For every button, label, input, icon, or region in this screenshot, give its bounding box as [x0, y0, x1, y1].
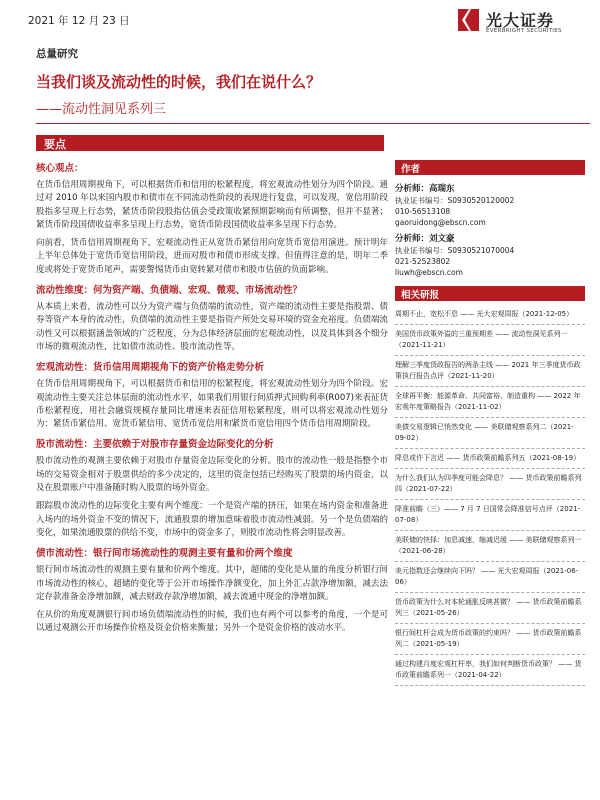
sidebar: [395, 160, 585, 686]
authors-header: [395, 160, 585, 175]
author-name: 分析师：刘文豪: [395, 234, 455, 244]
author-phone: 010-56513108: [395, 207, 451, 216]
paragraph: 银行间市场流动性的观测主要有量和价两个维度。其中，超储的变化是从量的角度分析银行间市场流动性的核心，超储的变化等于公开市场操作净额变化，加上外汇占款净增加额，减去法定存款准备金净增加额，减去财政存款净增加额，减去流通中现金的净增加额。: [36, 565, 388, 602]
authors-label: 作者: [401, 164, 421, 175]
report-category: 总量研究: [36, 48, 78, 60]
report-title: 当我们谈及流动性的时候，我们在说什么？: [36, 73, 322, 91]
company-logo: [455, 6, 595, 40]
related-report-item[interactable]: 降准前瞻（三）—— 7 月 7 日国常会降准信号点评（2021-07-08）: [395, 500, 585, 531]
related-reports-header: [395, 286, 585, 301]
logo-text: 光大证券: [486, 11, 555, 30]
related-report-item[interactable]: 美联储的快择：加息减速，缩减迟缓 —— 美联储观察系列一（2021-06-28）: [395, 531, 585, 562]
related-report-item[interactable]: 美国货币政策外溢的三重预期差 —— 流动性洞见系列一（2021-11-21）: [395, 325, 585, 356]
paragraph: 在货币信用周期视角下，可以根据货币和信用的松紧程度，将宏观流动性划分为四个阶段。通过对 2010 年以来国内股市和债市在不同流动性阶段的表现进行复盘，可以发现，宽信用阶段股指多呈现上行态势，紧货币阶段股指估值会受政策收紧预期影响而有所调整，但并不显著；紧货币阶段国债收益率多呈现上行态势，宽货币阶段国债收益率多呈现下行态势。: [36, 180, 388, 230]
author-phone: 021-52523802: [395, 257, 451, 266]
report-date: 2021 年 12 月 23 日: [28, 15, 130, 27]
paragraph: 向前看，货币信用周期视角下，宏观流动性正从宽货币紧信用向宽货币宽信用演进。预计明年上半年总体处于宽货币宽信用阶段，进而对股市和债市形成支撑。但值得注意的是，明年二季度或将处于宽货币尾声，需要警惕货币由宽转紧对债市和股市估值的负面影响。: [36, 238, 388, 275]
section-heading: 宏观流动性：货币信用周期视角下的资产价格走势分析: [36, 362, 265, 374]
related-reports-label: 相关研报: [401, 290, 440, 301]
section-heading: 债市流动性：银行间市场流动性的观测主要有量和价两个维度: [36, 548, 293, 560]
author-block: [395, 184, 585, 278]
core-view-heading: 核心观点：: [36, 163, 84, 174]
related-report-item[interactable]: 通过构建月度宏观杠杆率，我们如何判断货币政策？ —— 货币政策前瞻系列一（2021-04-22）: [395, 655, 585, 686]
related-report-item[interactable]: 货币政策为什么对本轮通胀反映甚微？ —— 货币政策前瞻系列三（2021-05-26）: [395, 593, 585, 624]
author-email[interactable]: gaoruidong@ebscn.com: [395, 218, 486, 227]
related-report-item[interactable]: 为什么我们认为四季度可能会降息？ —— 货币政策前瞻系列四（2021-07-22）: [395, 469, 585, 500]
related-reports-list: [395, 305, 585, 686]
paragraph: 在货币信用周期视角下，可以根据货币和信用的松紧程度，将宏观流动性划分为四个阶段。宏观流动性主要关注总体层面的流动性水平，如果我们用银行间质押式回购利率(R007)来表征货币松紧程度，用社会融资规模存量同比增速来表征信用松紧程度，则可以将宏观流动性划分为：紧货币紧信用、宽货币紧信用、宽货币宽信用和紧货币宽信用四个货币信用周期阶段。: [36, 379, 388, 430]
related-report-item[interactable]: 降息或许下言迟 —— 货币政策前瞻系列五（2021-08-19）: [395, 449, 585, 469]
author-name: 分析师：高瑞东: [395, 184, 455, 194]
author-cert: 执业证书编号：S0930520120002: [395, 196, 515, 205]
report-subtitle: ——流动性洞见系列三: [36, 102, 167, 117]
title-divider: [36, 123, 590, 124]
related-report-item[interactable]: 美元指数还会继续向下吗？ —— 光大宏观周报（2021-06-06）: [395, 562, 585, 593]
related-report-item[interactable]: 理解三季度货政报告的两条主线 —— 2021 年三季度货币政策执行报告点评（2021-11-20）: [395, 356, 585, 387]
main-content: [36, 160, 388, 641]
author-cert: 执业证书编号：S0930521070004: [395, 246, 515, 255]
author-email[interactable]: liuwh@ebscn.com: [395, 268, 463, 277]
related-report-item[interactable]: 全球再平衡：能源革命、共同富裕、制造重构 —— 2022 年宏观年度策略报告（2021-11-02）: [395, 387, 585, 418]
section-heading: 股市流动性：主要依赖于对股市存量资金边际变化的分析: [36, 439, 274, 451]
related-report-item[interactable]: 银行间杠杆会成为货币政策的约束吗？ —— 货币政策前瞻系列二（2021-05-19）: [395, 624, 585, 655]
paragraph: 从本质上来看，流动性可以分为资产端与负债端的流动性，资产端的流动性主要是指股票、债券等资产本身的流动性，负债端的流动性主要是指资产所处交易环境的资金充裕度。负债端流动性又可以根据涵盖领域的广泛程度，分为总体经济层面的宏观流动性，以及具体到各个细分市场的微观流动性，比如债市流动性、股市流动性等。: [36, 302, 388, 352]
paragraph: 跟踪股市流动性的边际变化主要有两个维度：一个是资产端的挤压，如果在场内资金和准备进入场内的场外资金不变的情况下，流通股票的增加意味着股市流动性减弱。另一个是负债端的变化，如果流通股票的供给不变，市场中的资金多了，则股市流动性将会明显改善。: [36, 501, 388, 538]
related-report-item[interactable]: 美债交易逻辑已悄然变化 —— 美联储观察系列二（2021-09-02）: [395, 418, 585, 449]
paragraph: 在从价的角度观测银行间市场负债端流动性的时候，我们也有两个可以参考的角度，一个是可以通过观测公开市场操作价格及资金价格来衡量；另外一个是资金价格的波动水平。: [36, 610, 388, 634]
section-heading: 流动性维度：何为资产端、负债端、宏观、微观、市场流动性？: [36, 285, 303, 297]
related-report-item[interactable]: 周期不止，宽松不息 —— 光大宏观周报（2021-12-05）: [395, 305, 585, 325]
paragraph: 股市流动性的观测主要依赖于对股市存量资金边际变化的分析。股市的流动性一般是指整个市场的交易资金相对于股票供给的多少决定的，这里的资金包括已经购买了股票的场内资金，以及在股票账户中准备随时购入股票的场外资金。: [36, 456, 388, 494]
key-points-header: [36, 135, 384, 151]
key-points-label: 要点: [44, 138, 66, 151]
logo-subtext: EVERBRIGHT SECURITIES: [486, 28, 562, 34]
everbright-logo-icon: [455, 6, 481, 34]
